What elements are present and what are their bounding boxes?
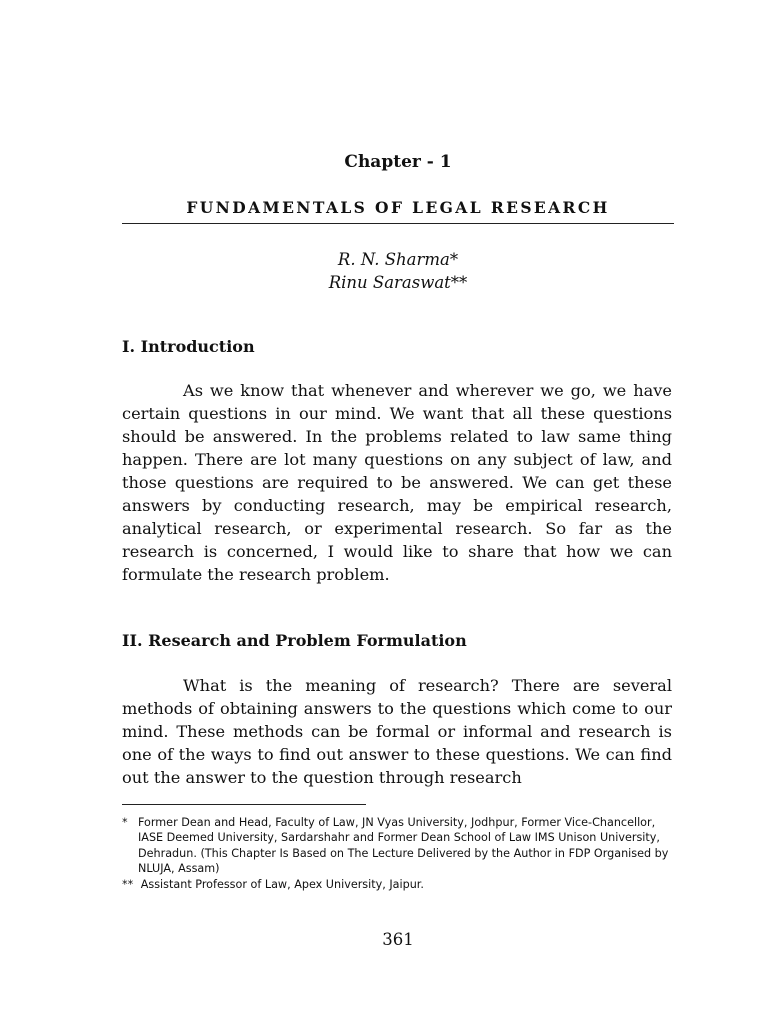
author-block <box>0 248 768 294</box>
footnote-mark-2: ** <box>122 877 134 891</box>
introduction-paragraph: As we know that whenever and wherever we go, we have certain questions in our mind. We want that all these questions should be answered. In the problems related to law same thing happen. There are lot many questions on any subject of law, and those questions are required to be answered. We can get these answers by conducting research, may be empirical research, analytical research, or experimental research. So far as the research is concerned, I would like to share that how we can formulate the research problem. <box>122 381 672 584</box>
footnote-mark-1: * <box>122 816 128 829</box>
footnote-text-2: Assistant Professor of Law, Apex University, Jaipur. <box>140 877 424 891</box>
footnote-1 <box>122 815 674 877</box>
section-heading-research-problem-formulation: II. Research and Problem Formulation <box>122 631 467 650</box>
footnote-2 <box>122 877 674 892</box>
footnote-text-1: Former Dean and Head, Faculty of Law, JN Vyas University, Jodhpur, Former Vice-Chancellor, IASE Deemed University, Sardarshahr and Former Dean School of Law IMS Unison University, Dehradun. (This Chapter Is Based on The Lecture Delivered by the Author in FDP Organised by NLUJA, Assam) <box>138 816 669 876</box>
footnotes <box>122 815 674 892</box>
chapter-title: FUNDAMENTALS OF LEGAL RESEARCH <box>186 198 610 217</box>
chapter-label: Chapter - 1 <box>344 152 452 172</box>
page-number: 361 <box>382 930 414 949</box>
author-name-1: R. N. Sharma* <box>337 250 459 269</box>
footnote-divider <box>122 804 366 805</box>
author-name-2: Rinu Saraswat** <box>328 273 468 292</box>
research-formulation-paragraph: What is the meaning of research? There are several methods of obtaining answers to the questions which come to our mind. These methods can be formal or informal and research is one of the ways to find out answer to these questions. We can find out the answer to the question through research <box>122 676 672 787</box>
section-heading-introduction: I. Introduction <box>122 337 255 356</box>
title-divider <box>122 223 674 224</box>
